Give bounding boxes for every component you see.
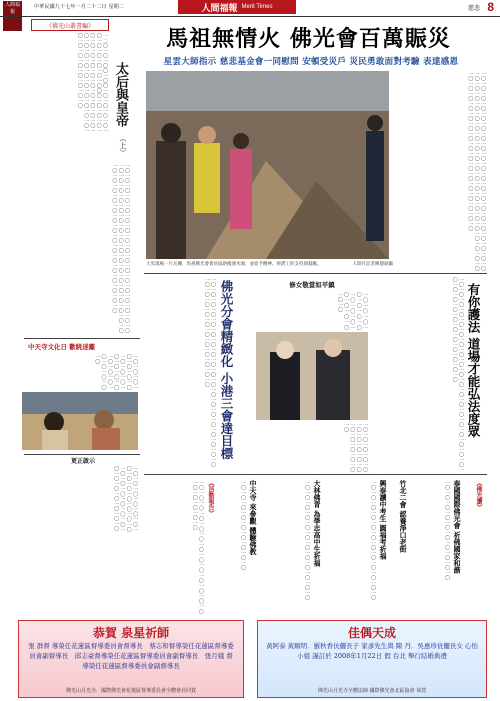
ad-wedding <box>257 620 487 698</box>
masthead-english: Merit Times <box>241 4 273 10</box>
date-line: 中華民國九十七年一月二十二日 星期二 <box>34 4 125 10</box>
main-subheadline: 星雲大師指示 慈悲基金會一同慰問 安頓受災戶 災民勇敢面對考驗 表達感恩 <box>163 57 459 67</box>
main-headline: 馬祖無情火 佛光會百萬賑災 <box>166 26 451 52</box>
main-body: 一〇一〇一〇一〇一〇一〇一〇一〇一〇一〇一〇一〇一〇一〇一〇一〇一〇一〇一〇一〇一〇一〇一〇一〇一〇一〇一〇一〇一〇一〇一〇一〇一〇一〇一〇一〇一〇一〇一〇一〇一〇一〇一〇一〇一〇一〇一〇一〇一〇一〇一〇一〇一〇一〇一〇一〇 <box>467 71 486 271</box>
article-2-quote-body: 一〇一〇一〇一〇一〇一〇一〇一〇一〇一〇一〇一〇一〇一〇一〇一〇 <box>336 292 368 330</box>
article-2-body-right: 一〇一〇一〇一〇一〇一〇一〇一〇一〇一〇一〇一〇一〇一〇一〇一〇 <box>343 422 368 472</box>
column-body-mid: 一〇一〇一〇一〇一〇一〇一〇一〇一〇一〇一〇一〇一〇一〇一〇一〇一〇一〇一〇一〇一〇一〇一〇一〇一〇一〇一〇一〇一〇一〇一〇一〇一〇一〇一〇一〇一〇一〇一〇一〇一〇一〇一〇一〇一〇一〇一〇一〇一〇 <box>111 163 130 333</box>
column-body-top: 一二〇一〇一〇〇一〇〇一〇一〇一〇一〇一〇一〇一〇一〇一〇一〇〇〇一〇一〇一〇一〇一〇一〇一〇一〇一〇一〇一〇一〇一〇一〇一〇一〇一〇一〇一〇一〇一〇一〇一〇一〇一〇一〇一〇一〇一〇一〇一〇 <box>76 33 108 133</box>
bottom-body-5: 一〇一〇一〇一〇一〇一〇一〇一〇一〇一〇 <box>444 480 450 580</box>
correction-title: 更正啟示 <box>70 458 95 465</box>
article-2-title: 佛光分會精緻化 小港三會達目標 <box>219 280 234 460</box>
serial-title: 太后與皇帝 <box>113 62 128 127</box>
ad-congratulations <box>18 620 244 698</box>
bottom-tag: 《佛光讚》 <box>475 480 482 510</box>
bottom-item-3: 興泰讀中考生 圓福考祈福 <box>379 480 388 560</box>
ad-left-title: 恭賀 泉星祈師 <box>92 626 170 640</box>
article-2-quote-title: 修女敬當如平鎮 <box>289 281 335 289</box>
small-box-title: 中天寺文化日 歡眺迷離 <box>28 343 96 351</box>
photo-credit: 人間社記者陳德斌攝 <box>352 262 393 267</box>
bottom-body-1: 一〇一〇一〇一〇一〇一〇一〇一〇一〇一〇一〇一〇一〇一〇一〇一〇一〇一〇 <box>191 480 204 614</box>
ad-left-body: 張 群督 導榮任花蓮區督導委員會督導長 蔡志和督導榮任花蓮區督導委員會副督導長 邱志豪督導榮任花蓮區督導委員會副督導長 張月娥 督導榮任花蓮區督導委員會副督導長 <box>28 642 234 670</box>
top-bar <box>0 0 500 17</box>
newspaper-logo: 人間福報 <box>3 1 22 31</box>
bottom-body-2: 一〇一〇一〇一〇一〇一〇一〇一〇一〇 <box>240 480 246 570</box>
bottom-body-4: 一〇一〇一〇一〇一〇一〇一〇一〇一〇一〇一〇一〇 <box>370 480 376 600</box>
photo-caption: 大災現場一片瓦礫，馬祖佛光會會員協助搬運木頭，並給予精神、經濟上的支持與鼓勵。 <box>146 262 322 267</box>
masthead-title: 人間福報 <box>201 3 238 14</box>
bottom-body-3: 一〇一〇一〇一〇一〇一〇一〇一〇一〇一〇一〇一〇 <box>304 480 310 600</box>
fire-photo <box>146 71 389 259</box>
masthead <box>178 0 296 14</box>
correction-body: 一〇一〇一〇一〇一〇一〇一〇一〇一〇一〇一〇一〇一〇一〇一〇一〇一〇一〇一〇一〇一〇一〇一〇一〇一〇一〇 <box>113 466 138 532</box>
ad-right-body: 黃阿泰 黃順明．羅秋香伉儷長子 家彥先生與 陳 丹．吳惠珍伉儷長女 心怡小姐 謹訂於 2008年1月22日 假 台北 舉行結婚典禮 <box>266 642 478 660</box>
bottom-item-4: 竹北二會 認養淨口老街 <box>399 480 408 553</box>
rule <box>24 338 140 339</box>
rule <box>24 454 140 455</box>
ad-right-foot: 佛光山月光寺全體法師 國際佛光會北區協會 恭賀 <box>317 688 427 694</box>
section-label: 慈悲 <box>467 5 480 12</box>
column-header: 《佛光山叢書編》 <box>31 19 109 31</box>
bottom-item-2: 大林佛青 為學志高中生祈福 <box>313 480 322 567</box>
ad-right-title: 佳偶天成 <box>347 626 396 640</box>
bottom-item-5: 泰國國際佛光會 祈佛國家和諧 <box>453 480 462 574</box>
nuns-photo <box>256 332 368 420</box>
page-number: 8 <box>487 0 494 14</box>
rule <box>144 474 487 475</box>
article-2-body-left: 一〇一〇一〇一〇一〇一〇一〇一〇一〇一〇一〇一〇一〇一〇一〇一〇一〇一〇一〇一〇一〇一〇一〇一〇一〇一〇一〇一〇一〇一〇 <box>203 277 216 467</box>
ad-left-foot: 佛光山月光寺．國際佛光會花蓮區督導委員會全體會員同賀 <box>65 688 196 694</box>
bottom-item-1: 中天寺 來參觀 體驗佛教 <box>249 480 258 555</box>
article-3-body: 一〇一〇一〇一〇一〇一〇一〇一〇一〇一〇一〇一〇一〇一〇一〇一〇一〇一〇一〇一〇一〇一〇一〇一〇一〇一〇一〇一〇一〇一〇 <box>451 277 464 472</box>
article-3-title: 有你護法 道場才能弘法度眾 <box>466 283 481 438</box>
activity-label: 《活動報告》 <box>207 480 214 516</box>
small-box-body: 一〇一〇一〇一〇一〇一〇一〇一〇一〇一〇一〇一〇一〇一〇一〇一〇一〇一〇一〇一〇一〇一〇 <box>94 354 138 390</box>
serial-part: （上） <box>119 135 127 156</box>
rule <box>144 273 487 274</box>
temple-photo <box>22 392 138 450</box>
